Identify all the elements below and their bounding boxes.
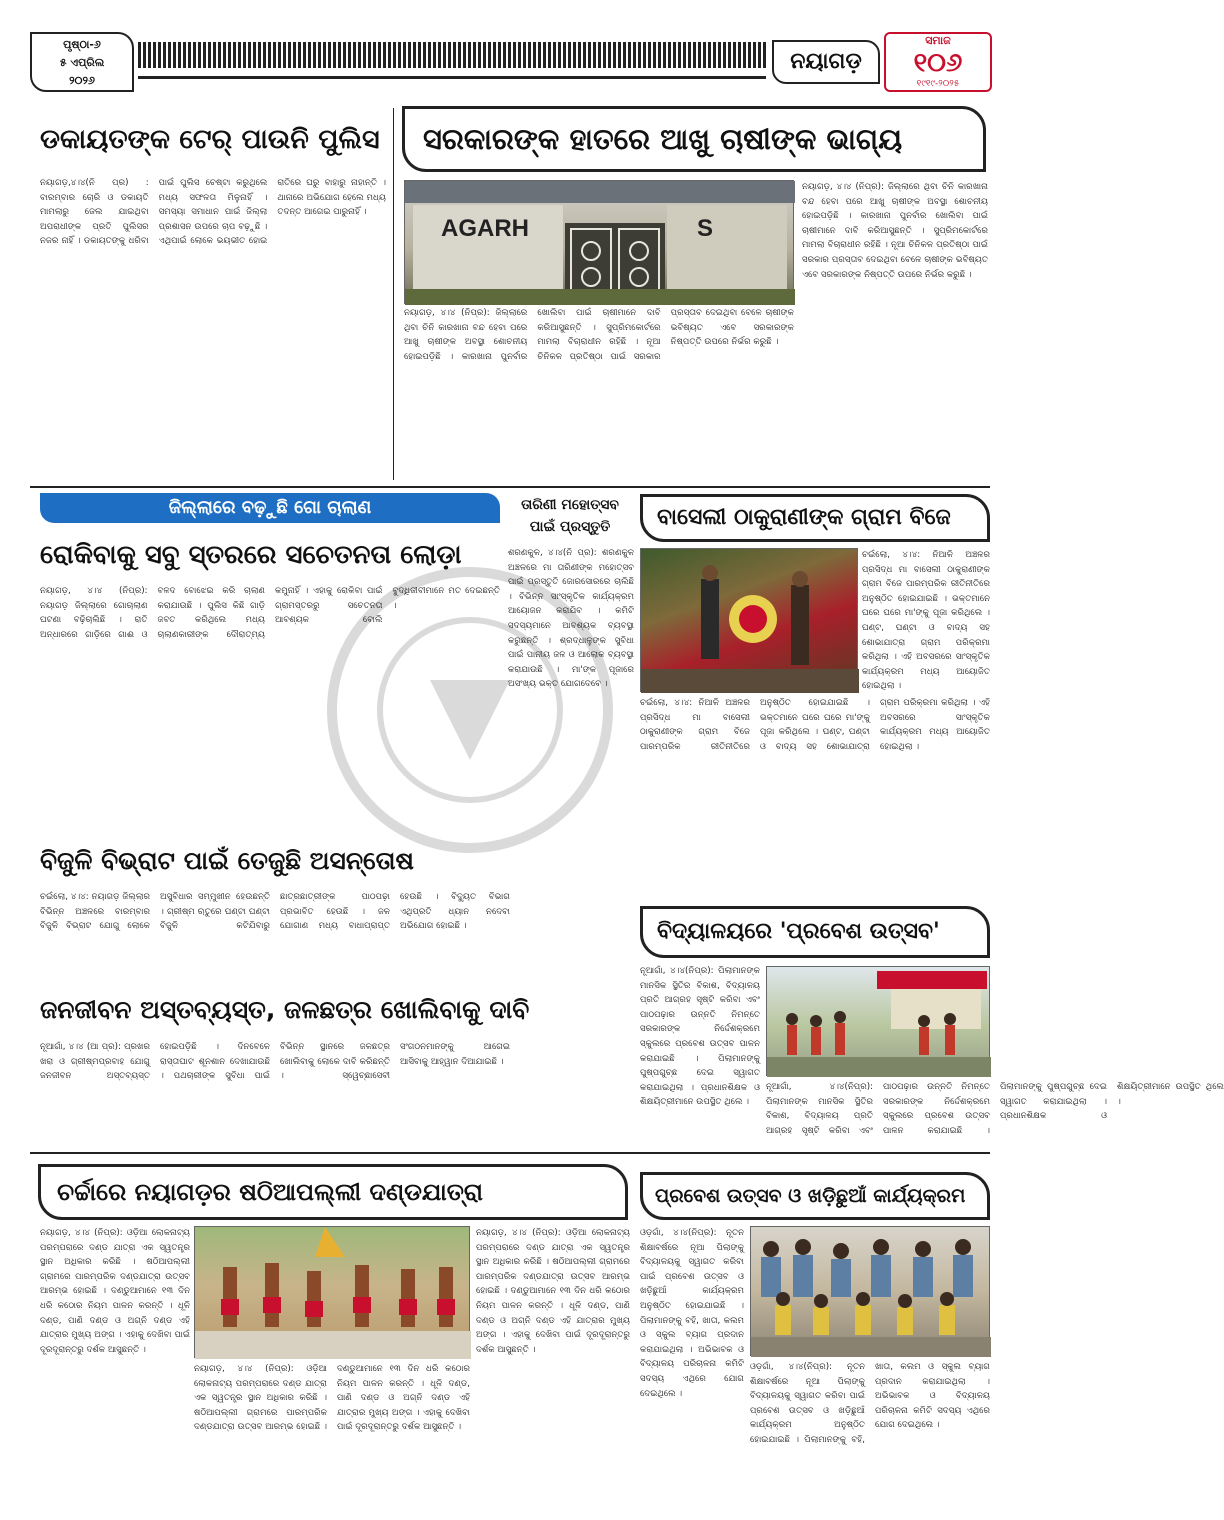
danda-body-middle: ନୟାଗଡ଼, ୪।୪ (ନିପ୍ର): ଓଡ଼ିଆ ଲୋକନାଟ୍ୟ ପରମ୍ପରାରେ ଦଣ୍ଡ ଯାତ୍ରା ଏକ ସ୍ୱତନ୍ତ୍ର ସ୍ଥାନ ଅଧିକାର କରିଛି । ଷଠିଆପଲ୍ଲୀ ଗ୍ରାମରେ ପାରମ୍ପରିକ ଦଣ୍ଡଯାତ୍ରା ଉତ୍ସବ ଆରମ୍ଭ ହୋଇଛି । ଦଣ୍ଡୁଆମାନେ ୧୩ ଦିନ ଧରି କଠୋର ନିୟମ ପାଳନ କରନ୍ତି । ଧୂଳି ଦଣ୍ଡ, ପାଣି ଦଣ୍ଡ ଓ ଅଗ୍ନି ଦଣ୍ଡ ଏହି ଯାତ୍ରାର ମୁଖ୍ୟ ଅଙ୍ଗ । ଏହାକୁ ଦେଖିବା ପାଇଁ ଦୂରଦୂରାନ୍ତରୁ ଦର୍ଶକ ଆସୁଛନ୍ତି । (194, 1364, 470, 1433)
school-body: ନୂଆଗାଁ, ୪।୪(ନିପ୍ର): ପିଲାମାନଙ୍କ ମାନସିକ ସ୍ଥିତିର ବିକାଶ, ବିଦ୍ୟାଳୟ ପ୍ରତି ଆଗ୍ରହ ସୃଷ୍ଟି କରିବା ଏବଂ ପାଠପଢ଼ାର ଉନ୍ନତି ନିମନ୍ତେ ସରକାରଙ୍କ ନିର୍ଦ୍ଦେଶକ୍ରମେ ସ୍କୁଲରେ ପ୍ରବେଶ ଉତ୍ସବ ପାଳନ କରାଯାଇଛି । ପିଲାମାନଙ୍କୁ ପୁଷ୍ପଗୁଚ୍ଛ ଦେଇ ସ୍ୱାଗତ କରାଯାଇଥିଲା । ପ୍ରଧାନଶିକ୍ଷକ ଓ ଶିକ୍ଷୟିତ୍ରୀମାନେ ଉପସ୍ଥିତ ଥିଲେ । (640, 966, 760, 1108)
farmers-body-top: ନୟାଗଡ଼, ୪।୪ (ନିପ୍ର): ଜିଲ୍ଲାରେ ଥିବା ଚିନି କାରଖାନା ବନ୍ଦ ହେବା ପରେ ଆଖୁ ଚାଷୀଙ୍କ ଅବସ୍ଥା ଶୋଚନୀୟ ହୋଇପଡ଼ିଛି । କାରଖାନା ପୁନର୍ବାର ଖୋଲିବା ପାଇଁ ଚାଷୀମାନେ ଦାବି କରିଆସୁଛନ୍ତି । ସୁପ୍ରିମକୋର୍ଟରେ ମାମଲା ବିଚାରାଧୀନ ରହିଛି । ନୂଆ ଚିନିକଳ ପ୍ରତିଷ୍ଠା ପାଇଁ ସରକାର ପ୍ରସ୍ତାବ ଦେଇଥିବା ବେଳେ ଚାଷୀଙ୍କ ଭବିଷ୍ୟତ ଏବେ ସରକାରଙ୍କ ନିଷ୍ପତ୍ତି ଉପରେ ନିର୍ଭର କରୁଛି । (404, 308, 794, 362)
farmers-headline: ସରକାରଙ୍କ ହାତରେ ଆଖୁ ଚାଷୀଙ୍କ ଭାଗ୍ୟ (402, 106, 986, 172)
mill-gate-illustration (405, 181, 795, 305)
logo-name: ସମାଜ (925, 34, 951, 47)
school-entrance-photo (766, 966, 990, 1076)
deity-procession-illustration (641, 549, 859, 693)
water-headline: ଜନଜୀବନ ଅସ୍ତବ୍ୟସ୍ତ, ଜଳଛତ୍ର ଖୋଲିବାକୁ ଦାବି (40, 995, 530, 1024)
danda-yatra-photo (194, 1226, 470, 1358)
power-body: ଚଇଁଲୋ, ୪।୪: ନୟାଗଡ଼ ଜିଲ୍ଲାର ବିଭିନ୍ନ ଅଞ୍ଚଳରେ ବାରମ୍ବାର ବିଜୁଳି ବିଭ୍ରାଟ ଯୋଗୁ ଲୋକେ ଅସୁବିଧାର ସମ୍ମୁଖୀନ ହେଉଛନ୍ତି । ଗ୍ରୀଷ୍ମ ଋତୁରେ ଘଣ୍ଟା ଘଣ୍ଟା ବିଜୁଳି କଟିଯିବାରୁ ଛାତ୍ରଛାତ୍ରୀଙ୍କ ପାଠପଢ଼ା ପ୍ରଭାବିତ ହେଉଛି । ଜଳ ଯୋଗାଣ ମଧ୍ୟ ବାଧାପ୍ରାପ୍ତ ହେଉଛି । ବିଦ୍ୟୁତ ବିଭାଗ ଏଥିପ୍ରତି ଧ୍ୟାନ ନଦେବା ଅଭିଯୋଗ ହୋଇଛି । (40, 892, 510, 932)
section-title: ନୟାଗଡ଼ (772, 40, 880, 84)
page-number: ପୃଷ୍ଠା-୬ (63, 38, 101, 51)
logo-number: ୧୦୬ (913, 48, 963, 78)
photo-sign-right: S (697, 215, 714, 242)
tarini-body: ଶରଣକୁଳ, ୪।୪(ନି ପ୍ର): ଶରଣକୁଳ ଅଞ୍ଚଳରେ ମା ତାରିଣୀଙ୍କ ମହୋତ୍ସବ ପାଇଁ ପ୍ରସ୍ତୁତି ଜୋରସୋରରେ ଚାଲିଛି । ବିଭିନ୍ନ ସାଂସ୍କୃତିକ କାର୍ଯ୍ୟକ୍ରମ ଆୟୋଜନ କରାଯିବ । କମିଟି ସଦସ୍ୟମାନେ ଆବଶ୍ୟକ ବ୍ୟବସ୍ଥା କରୁଛନ୍ତି । ଶ୍ରଦ୍ଧାଳୁଙ୍କ ସୁବିଧା ପାଇଁ ପାନୀୟ ଜଳ ଓ ଆଲୋକ ବ୍ୟବସ୍ଥା କରାଯାଉଛି । ମା'ଙ୍କ ପୂଜାରେ ଅସଂଖ୍ୟ ଭକ୍ତ ଯୋଗଦେବେ । (508, 548, 634, 690)
page-date-box (30, 32, 134, 92)
baseli-deity-photo (640, 548, 858, 692)
cattle-banner: ଜିଲ୍ଲାରେ ବଢ଼ୁଛି ଗୋ ଚାଲାଣ (40, 493, 500, 523)
sugar-mill-photo (404, 180, 794, 304)
dacoit-headline: ଡକାୟତଙ୍କ ଟେର୍ ପାଉନି ପୁଲିସ (40, 124, 380, 155)
masthead-rule (138, 76, 766, 79)
danda-body-right: ନୟାଗଡ଼, ୪।୪ (ନିପ୍ର): ଓଡ଼ିଆ ଲୋକନାଟ୍ୟ ପରମ୍ପରାରେ ଦଣ୍ଡ ଯାତ୍ରା ଏକ ସ୍ୱତନ୍ତ୍ର ସ୍ଥାନ ଅଧିକାର କରିଛି । ଷଠିଆପଲ୍ଲୀ ଗ୍ରାମରେ ପାରମ୍ପରିକ ଦଣ୍ଡଯାତ୍ରା ଉତ୍ସବ ଆରମ୍ଭ ହୋଇଛି । ଦଣ୍ଡୁଆମାନେ ୧୩ ଦିନ ଧରି କଠୋର ନିୟମ ପାଳନ କରନ୍ତି । ଧୂଳି ଦଣ୍ଡ, ପାଣି ଦଣ୍ଡ ଓ ଅଗ୍ନି ଦଣ୍ଡ ଏହି ଯାତ୍ରାର ମୁଖ୍ୟ ଅଙ୍ଗ । ଏହାକୁ ଦେଖିବା ପାଇଁ ଦୂରଦୂରାନ୍ତରୁ ଦର୍ଶକ ଆସୁଛନ୍ତି । (476, 1228, 630, 1355)
baseli-body-right: ଚଇଁଲୋ, ୪।୪: ନିଆଳି ଅଞ୍ଚଳର ପ୍ରସିଦ୍ଧ ମା ବାସେଲୀ ଠାକୁରାଣୀଙ୍କ ଗ୍ରାମ ବିଜେ ପାରମ୍ପରିକ ରୀତିନୀତିରେ ଅନୁଷ୍ଠିତ ହୋଇଯାଇଛି । ଭକ୍ତମାନେ ଘରେ ଘରେ ମା'ଙ୍କୁ ପୂଜା କରିଥିଲେ । ଘଣ୍ଟ, ଘଣ୍ଟା ଓ ବାଦ୍ୟ ସହ ଶୋଭାଯାତ୍ରା ଗ୍ରାମ ପରିକ୍ରମା କରିଥିଲା । ଏହି ଅବସରରେ ସାଂସ୍କୃତିକ କାର୍ଯ୍ୟକ୍ରମ ମଧ୍ୟ ଆୟୋଜିତ ହୋଇଥିଲା । (862, 550, 990, 692)
khadi-body-left: ଓଡ଼ଗାଁ, ୪।୪(ନିପ୍ର): ନୂତନ ଶିକ୍ଷାବର୍ଷରେ ନୂଆ ପିଲାଙ୍କୁ ବିଦ୍ୟାଳୟକୁ ସ୍ୱାଗତ କରିବା ପାଇଁ ପ୍ରବେଶ ଉତ୍ସବ ଓ ଖଡ଼ିଛୁଆଁ କାର୍ଯ୍ୟକ୍ରମ ଅନୁଷ୍ଠିତ ହୋଇଯାଇଛି । ପିଲାମାନଙ୍କୁ ବହି, ଖାତା, କଲମ ଓ ସ୍କୁଲ ବ୍ୟାଗ ପ୍ରଦାନ କରାଯାଇଥିଲା । ଅଭିଭାବକ ଓ ବିଦ୍ୟାଳୟ ପରିଚାଳନା କମିଟି ସଦସ୍ୟ ଏଥିରେ ଯୋଗ ଦେଇଥିଲେ । (640, 1228, 744, 1399)
tarini-headline-line1: ତାରିଣୀ ମହୋତ୍ସବ (521, 497, 619, 513)
power-headline: ବିଜୁଳି ବିଭ୍ରାଟ ପାଇଁ ତେଜୁଛି ଅସନ୍ତୋଷ (40, 846, 414, 875)
khadi-group-illustration (751, 1227, 991, 1357)
danda-body-left: ନୟାଗଡ଼, ୪।୪ (ନିପ୍ର): ଓଡ଼ିଆ ଲୋକନାଟ୍ୟ ପରମ୍ପରାରେ ଦଣ୍ଡ ଯାତ୍ରା ଏକ ସ୍ୱତନ୍ତ୍ର ସ୍ଥାନ ଅଧିକାର କରିଛି । ଷଠିଆପଲ୍ଲୀ ଗ୍ରାମରେ ପାରମ୍ପରିକ ଦଣ୍ଡଯାତ୍ରା ଉତ୍ସବ ଆରମ୍ଭ ହୋଇଛି । ଦଣ୍ଡୁଆମାନେ ୧୩ ଦିନ ଧରି କଠୋର ନିୟମ ପାଳନ କରନ୍ତି । ଧୂଳି ଦଣ୍ଡ, ପାଣି ଦଣ୍ଡ ଓ ଅଗ୍ନି ଦଣ୍ଡ ଏହି ଯାତ୍ରାର ମୁଖ୍ୟ ଅଙ୍ଗ । ଏହାକୁ ଦେଖିବା ପାଇଁ ଦୂରଦୂରାନ୍ତରୁ ଦର୍ଶକ ଆସୁଛନ୍ତି । (40, 1228, 190, 1355)
farmers-body-right: ନୟାଗଡ଼, ୪।୪ (ନିପ୍ର): ଜିଲ୍ଲାରେ ଥିବା ଚିନି କାରଖାନା ବନ୍ଦ ହେବା ପରେ ଆଖୁ ଚାଷୀଙ୍କ ଅବସ୍ଥା ଶୋଚନୀୟ ହୋଇପଡ଼ିଛି । କାରଖାନା ପୁନର୍ବାର ଖୋଲିବା ପାଇଁ ଚାଷୀମାନେ ଦାବି କରିଆସୁଛନ୍ତି । ସୁପ୍ରିମକୋର୍ଟରେ ମାମଲା ବିଚାରାଧୀନ ରହିଛି । ନୂଆ ଚିନିକଳ ପ୍ରତିଷ୍ଠା ପାଇଁ ସରକାର ପ୍ରସ୍ତାବ ଦେଇଥିବା ବେଳେ ଚାଷୀଙ୍କ ଭବିଷ୍ୟତ ଏବେ ସରକାରଙ୍କ ନିଷ୍ପତ୍ତି ଉପରେ ନିର୍ଭର କରୁଛି । (802, 182, 988, 280)
school-body-bottom: ନୂଆଗାଁ, ୪।୪(ନିପ୍ର): ପିଲାମାନଙ୍କ ମାନସିକ ସ୍ଥିତିର ବିକାଶ, ବିଦ୍ୟାଳୟ ପ୍ରତି ଆଗ୍ରହ ସୃଷ୍ଟି କରିବା ଏବଂ ପାଠପଢ଼ାର ଉନ୍ନତି ନିମନ୍ତେ ସରକାରଙ୍କ ନିର୍ଦ୍ଦେଶକ୍ରମେ ସ୍କୁଲରେ ପ୍ରବେଶ ଉତ୍ସବ ପାଳନ କରାଯାଇଛି । ପିଲାମାନଙ୍କୁ ପୁଷ୍ପଗୁଚ୍ଛ ଦେଇ ସ୍ୱାଗତ କରାଯାଇଥିଲା । ପ୍ରଧାନଶିକ୍ଷକ ଓ ଶିକ୍ଷୟିତ୍ରୀମାନେ ଉପସ୍ଥିତ ଥିଲେ । (766, 1082, 1224, 1136)
baseli-body-bottom: ଚଇଁଲୋ, ୪।୪: ନିଆଳି ଅଞ୍ଚଳର ପ୍ରସିଦ୍ଧ ମା ବାସେଲୀ ଠାକୁରାଣୀଙ୍କ ଗ୍ରାମ ବିଜେ ପାରମ୍ପରିକ ରୀତିନୀତିରେ ଅନୁଷ୍ଠିତ ହୋଇଯାଇଛି । ଭକ୍ତମାନେ ଘରେ ଘରେ ମା'ଙ୍କୁ ପୂଜା କରିଥିଲେ । ଘଣ୍ଟ, ଘଣ୍ଟା ଓ ବାଦ୍ୟ ସହ ଶୋଭାଯାତ୍ରା ଗ୍ରାମ ପରିକ୍ରମା କରିଥିଲା । ଏହି ଅବସରରେ ସାଂସ୍କୃତିକ କାର୍ଯ୍ୟକ୍ରମ ମଧ୍ୟ ଆୟୋଜିତ ହୋଇଥିଲା । (640, 698, 990, 752)
baseli-headline: ବାସେଲୀ ଠାକୁରାଣୀଙ୍କ ଗ୍ରାମ ବିଜେ (640, 494, 990, 542)
khadi-children-photo (750, 1226, 990, 1356)
column-divider (393, 108, 394, 480)
school-children-illustration (767, 967, 991, 1077)
khadi-headline: ପ୍ରବେଶ ଉତ୍ସବ ଓ ଖଡ଼ିଛୁଆଁ କାର୍ଯ୍ୟକ୍ରମ (640, 1172, 990, 1220)
cattle-headline: ରୋକିବାକୁ ସବୁ ସ୍ତରରେ ସଚେତନତା ଲୋଡ଼ା (40, 540, 462, 570)
logo-years: ୧୯୧୯-୨୦୨୫ (916, 79, 960, 89)
section-divider-lower (30, 1152, 990, 1154)
school-headline: ବିଦ୍ୟାଳୟରେ 'ପ୍ରବେଶ ଉତ୍ସବ' (640, 906, 990, 958)
date-year: ୨୦୨୬ (69, 74, 95, 87)
cattle-body: ନୟାଗଡ଼, ୪।୪ (ନିପ୍ର): ନୟାଗଡ଼ ଜିଲ୍ଲାରେ ଗୋଚାଲାଣ ଘଟଣା ବଢ଼ିଚାଲିଛି । ରାତି ଅନ୍ଧାରରେ ଗାଡ଼ିରେ ଗାଈ ଓ ବଳଦ ବୋଝେଇ କରି ଚାଲାଣ କରାଯାଉଛି । ପୁଲିସ କିଛି ଗାଡ଼ି ଜବତ କରିଥିଲେ ମଧ୍ୟ ଚାଲାଣକାରୀଙ୍କ ଦୌରାତ୍ମ୍ୟ କମୁନାହିଁ । ଏହାକୁ ରୋକିବା ପାଇଁ ଗ୍ରାମସ୍ତରରୁ ସଚେତନତା ଆବଶ୍ୟକ ବୋଲି ବୁଦ୍ଧିଜୀବୀମାନେ ମତ ଦେଇଛନ୍ତି । (40, 586, 500, 640)
tarini-headline (506, 494, 634, 540)
danda-dancers-illustration (195, 1227, 471, 1359)
photo-sign-left: AGARH (441, 215, 529, 242)
tarini-headline-line2: ପାଇଁ ପ୍ରସ୍ତୁତି (529, 519, 611, 535)
khadi-body-bottom: ଓଡ଼ଗାଁ, ୪।୪(ନିପ୍ର): ନୂତନ ଶିକ୍ଷାବର୍ଷରେ ନୂଆ ପିଲାଙ୍କୁ ବିଦ୍ୟାଳୟକୁ ସ୍ୱାଗତ କରିବା ପାଇଁ ପ୍ରବେଶ ଉତ୍ସବ ଓ ଖଡ଼ିଛୁଆଁ କାର୍ଯ୍ୟକ୍ରମ ଅନୁଷ୍ଠିତ ହୋଇଯାଇଛି । ପିଲାମାନଙ୍କୁ ବହି, ଖାତା, କଲମ ଓ ସ୍କୁଲ ବ୍ୟାଗ ପ୍ରଦାନ କରାଯାଇଥିଲା । ଅଭିଭାବକ ଓ ବିଦ୍ୟାଳୟ ପରିଚାଳନା କମିଟି ସଦସ୍ୟ ଏଥିରେ ଯୋଗ ଦେଇଥିଲେ । (750, 1362, 990, 1445)
masthead-pattern-rule (138, 42, 766, 68)
section-divider (30, 486, 990, 488)
water-body: ନୂଆଗାଁ, ୪।୪ (ଆ ପ୍ର): ପ୍ରଖର ଖରା ଓ ଗ୍ରୀଷ୍ମପ୍ରବାହ ଯୋଗୁ ଜନଜୀବନ ଅସ୍ତବ୍ୟସ୍ତ ହୋଇପଡ଼ିଛି । ଦିନବେଳେ ରାସ୍ତାଘାଟ ଶୂନଶାନ ଦେଖାଯାଉଛି । ପଥଚାରୀଙ୍କ ସୁବିଧା ପାଇଁ ବିଭିନ୍ନ ସ୍ଥାନରେ ଜଳଛତ୍ର ଖୋଲିବାକୁ ଲୋକେ ଦାବି କରିଛନ୍ତି । ସ୍ୱେଚ୍ଛାସେବୀ ସଂଗଠନମାନଙ୍କୁ ଆଗେଇ ଆସିବାକୁ ଆହ୍ୱାନ ଦିଆଯାଇଛି । (40, 1042, 510, 1082)
newspaper-logo (884, 32, 992, 92)
dacoit-body: ନୟାଗଡ଼,୪।୪(ନି ପ୍ର) : ବାରମ୍ବାର ଚୋରି ଓ ଡକାୟତି ମାମଲାରୁ ଜେଲ ଯାଇଥିବା ଅପରାଧୀଙ୍କ ପ୍ରତି ପୁଲିସର ନଜର ନାହିଁ । ଡକାୟତଙ୍କୁ ଧରିବା ପାଇଁ ପୁଲିସ ଚେଷ୍ଟା କରୁଥିଲେ ମଧ୍ୟ ସଫଳତା ମିଳୁନାହିଁ । ସମସ୍ୟା ସମାଧାନ ପାଇଁ ଜିଲ୍ଲା ପ୍ରଶାସନ ଉପରେ ଚାପ ବଢ଼ୁଛି । ଏଥିପାଇଁ ଲୋକେ ଭୟଭୀତ ହୋଇ ରାତିରେ ଘରୁ ବାହାରୁ ନାହାନ୍ତି । ଥାନାରେ ଅଭିଯୋଗ ହେଲେ ମଧ୍ୟ ତଦନ୍ତ ଆଗେଇ ପାରୁନାହିଁ । (40, 178, 386, 247)
date-day-month: ୫ ଏପ୍ରିଲ (59, 56, 105, 69)
danda-headline: ଚର୍ଚ୍ଚାରେ ନୟାଗଡ଼ର ଷଠିଆପଲ୍ଲୀ ଦଣ୍ଡଯାତ୍ରା (38, 1164, 628, 1220)
